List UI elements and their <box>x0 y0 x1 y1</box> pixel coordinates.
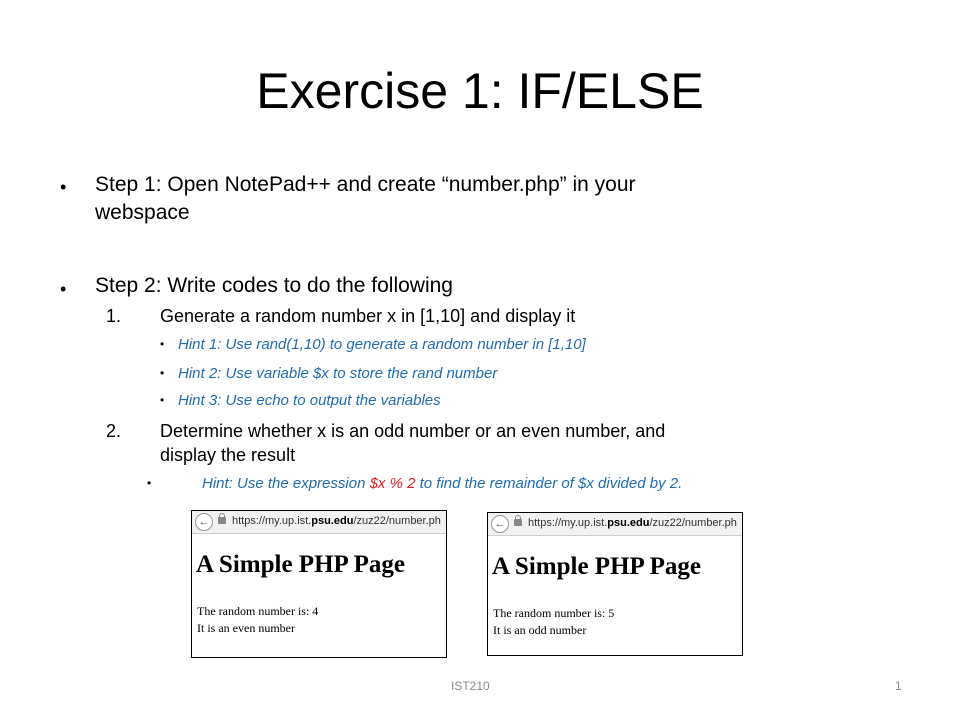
random-number-text: The random number is: 5 <box>493 606 615 620</box>
browser-url: https://my.up.ist.psu.edu/zuz22/number.ph <box>528 517 737 529</box>
item2-text-line2: display the result <box>160 445 296 465</box>
lock-icon <box>218 517 226 524</box>
footer-page-number: 1 <box>895 679 902 693</box>
result-text: It is an odd number <box>493 623 587 637</box>
footer-course: IST210 <box>451 679 490 693</box>
item2-number: 2. <box>106 421 122 441</box>
browser-screenshot-odd <box>487 512 743 656</box>
slide-title: Exercise 1: IF/ELSE <box>256 63 704 119</box>
hint-3: Hint 3: Use echo to output the variables <box>178 392 441 409</box>
lock-icon <box>514 519 522 526</box>
hint-2: Hint 2: Use variable $x to store the rand number <box>178 365 498 382</box>
item1-number: 1. <box>106 306 122 326</box>
result-text: It is an even number <box>197 621 295 635</box>
step1-text-line2: webspace <box>95 201 190 224</box>
browser-screenshot-even <box>191 510 447 658</box>
hint-expression <box>202 475 682 492</box>
page-heading: A Simple PHP Page <box>196 551 406 578</box>
hint-expression-code: $x % 2 <box>369 475 416 492</box>
page-heading: A Simple PHP Page <box>492 553 702 580</box>
browser-address-bar <box>488 513 742 536</box>
item2-text-line1: Determine whether x is an odd number or an even number, and <box>160 421 666 441</box>
bullet-step1: • <box>60 177 67 197</box>
hint-1: Hint 1: Use rand(1,10) to generate a random number in [1,10] <box>178 336 586 353</box>
step1-text-line1: Step 1: Open NotePad++ and create “number.php” in your <box>95 173 636 196</box>
back-arrow-icon: ← <box>195 513 213 531</box>
browser-address-bar <box>192 511 446 534</box>
hint-expression-prefix: Hint: Use the expression <box>202 475 370 492</box>
bullet-step2: • <box>60 279 67 299</box>
bullet-hint-expression: • <box>147 476 152 490</box>
random-number-text: The random number is: 4 <box>197 604 319 618</box>
bullet-hint1: • <box>160 337 165 351</box>
hint-expression-suffix: to find the remainder of $x divided by 2. <box>415 475 683 492</box>
item1-text: Generate a random number x in [1,10] and display it <box>160 306 576 326</box>
back-arrow-icon: ← <box>491 515 509 533</box>
browser-url: https://my.up.ist.psu.edu/zuz22/number.ph <box>232 515 441 527</box>
step2-text: Step 2: Write codes to do the following <box>95 274 453 297</box>
bullet-hint3: • <box>160 393 165 407</box>
bullet-hint2: • <box>160 366 165 380</box>
